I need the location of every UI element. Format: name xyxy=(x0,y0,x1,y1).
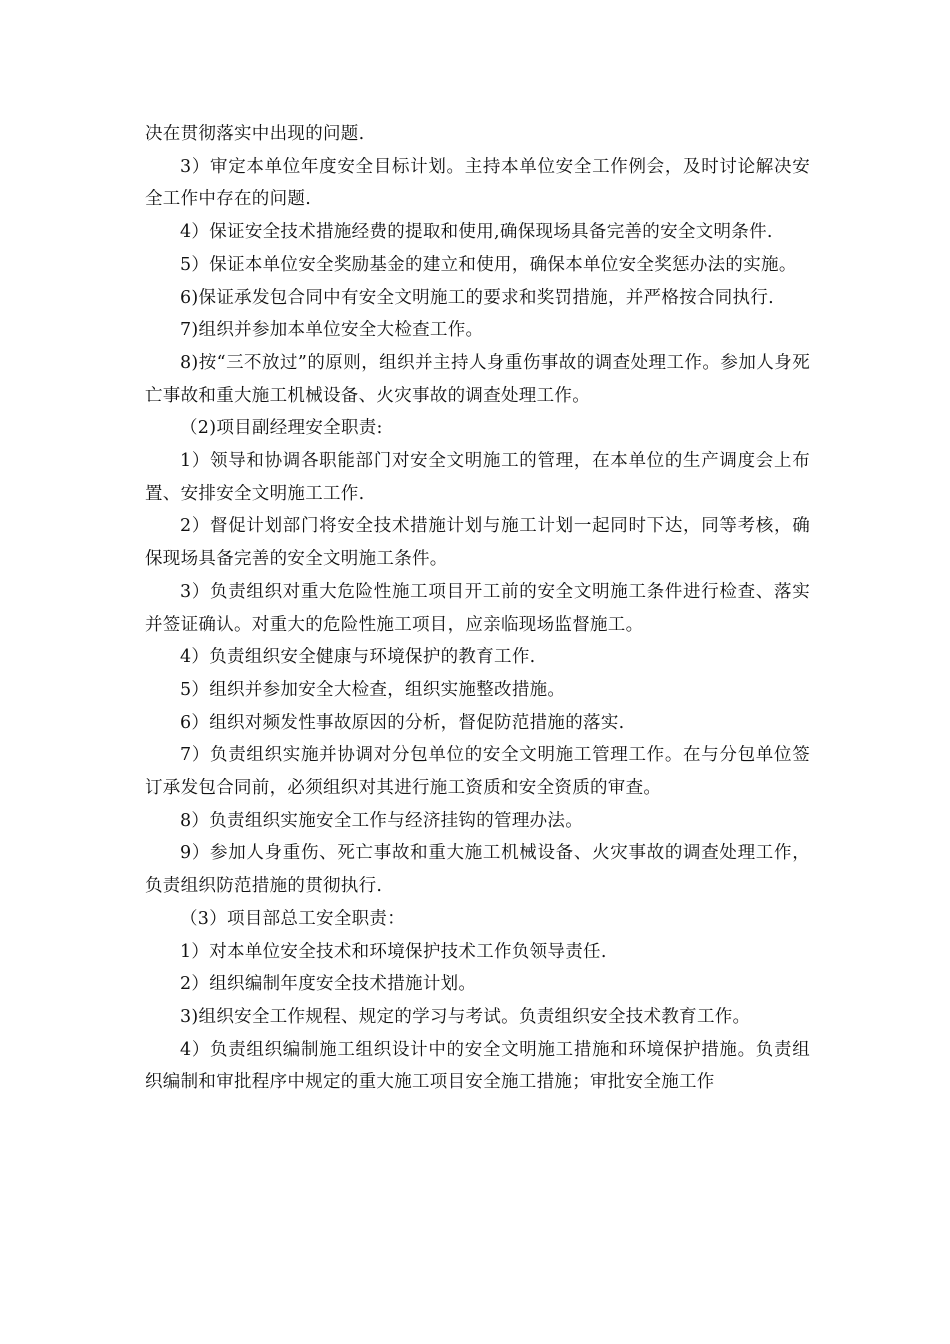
paragraph: 8)按“三不放过”的原则，组织并主持人身重伤事故的调查处理工作。参加人身死亡事故和重大施工机械设备、火灾事故的调查处理工作。 xyxy=(145,352,810,406)
paragraph: 1）对本单位安全技术和环境保护技术工作负领导责任. xyxy=(180,941,607,962)
paragraph: 3）负责组织对重大危险性施工项目开工前的安全文明施工条件进行检查、落实并签证确认。对重大的危险性施工项目，应亲临现场监督施工。 xyxy=(145,581,810,635)
paragraph: 5）组织并参加安全大检查，组织实施整改措施。 xyxy=(180,679,566,700)
paragraph: 7）负责组织实施并协调对分包单位的安全文明施工管理工作。在与分包单位签订承发包合同前，必须组织对其进行施工资质和安全资质的审查。 xyxy=(145,745,810,799)
paragraph: 4）负责组织编制施工组织设计中的安全文明施工措施和环境保护措施。负责组织编制和审批程序中规定的重大施工项目安全施工措施；审批安全施工作 xyxy=(145,1039,810,1093)
paragraph: 5）保证本单位安全奖励基金的建立和使用，确保本单位安全奖惩办法的实施。 xyxy=(180,254,797,275)
paragraph: 3）审定本单位年度安全目标计划。主持本单位安全工作例会，及时讨论解决安全工作中存在的问题. xyxy=(145,156,810,210)
document-page xyxy=(145,118,810,1099)
paragraph: 6）组织对频发性事故原因的分析，督促防范措施的落实. xyxy=(180,712,625,733)
paragraph: 1）领导和协调各职能部门对安全文明施工的管理，在本单位的生产调度会上布置、安排安全文明施工工作. xyxy=(145,451,810,504)
paragraph: 3)组织安全工作规程、规定的学习与考试。负责组织安全技术教育工作。 xyxy=(180,1006,751,1027)
paragraph: 4）负责组织安全健康与环境保护的教育工作. xyxy=(180,647,536,668)
paragraph: 2）组织编制年度安全技术措施计划。 xyxy=(180,974,477,995)
paragraph: 4）保证安全技术措施经费的提取和使用,确保现场具备完善的安全文明条件. xyxy=(180,222,773,243)
paragraph: 8）负责组织实施安全工作与经济挂钩的管理办法。 xyxy=(180,810,584,831)
section-heading: （2)项目副经理安全职责: xyxy=(180,418,383,439)
paragraph: 决在贯彻落实中出现的问题. xyxy=(145,124,365,144)
section-heading: （3）项目部总工安全职责： xyxy=(180,908,406,929)
paragraph: 2）督促计划部门将安全技术措施计划与施工计划一起同时下达，同等考核，确保现场具备完善的安全文明施工条件。 xyxy=(145,516,810,570)
paragraph: 7)组织并参加本单位安全大检查工作。 xyxy=(180,320,484,341)
paragraph: 9）参加人身重伤、死亡事故和重大施工机械设备、火灾事故的调查处理工作，负责组织防范措施的贯彻执行. xyxy=(145,843,810,897)
paragraph: 6)保证承发包合同中有安全文明施工的要求和奖罚措施，并严格按合同执行. xyxy=(180,287,775,308)
